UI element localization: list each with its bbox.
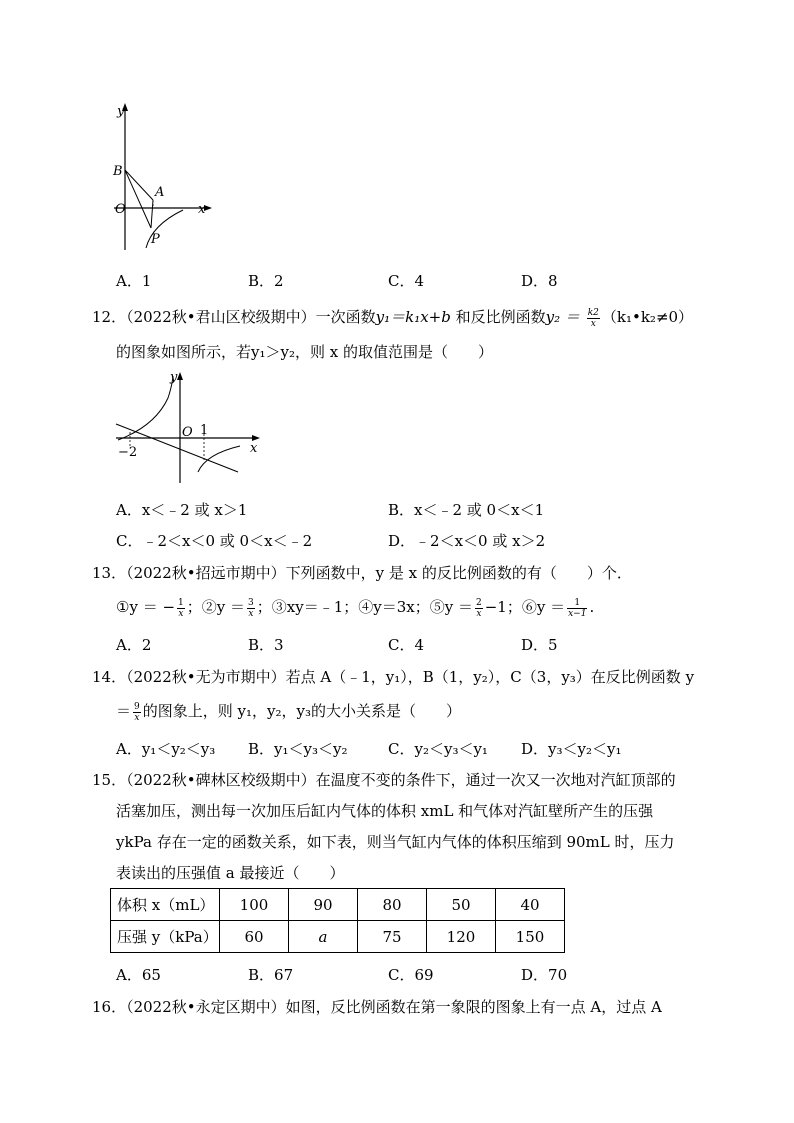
fig12-y-label: y [170,370,178,385]
q14-fraction [133,702,141,723]
q13-f1-suffix: ； [186,598,202,616]
q13-f2-num: 3 [248,597,254,608]
fig11-origin-label: O [115,202,126,217]
q13-f5-den: x [476,608,482,619]
q15-row2-cell: 60 [220,921,289,953]
q13-option-a: A．2 [116,636,152,654]
q12-fraction [587,308,600,329]
q14-line1: 14．（2022秋•无为市期中）若点 A（﹣1，y₁），B（1，y₂），C（3，y₃）在反比例函数 y [92,668,695,686]
q15-line1: 15．（2022秋•碑林区校级期中）在温度不变的条件下，通过一次又一次地对汽缸顶部的 [92,771,676,789]
fig12-one-label: 1 [200,423,209,438]
q13-f1-num: 1 [178,597,184,608]
q15-row2-cell: 120 [427,921,496,953]
q15-row2-cell: 75 [358,921,427,953]
fig11-p-label: P [151,232,160,247]
q15-row2-head: 压强 y（kPa） [111,921,220,953]
fig11-b-label: B [113,164,123,179]
q15-line3: ykPa 存在一定的函数关系，如下表，则当气缸内气体的体积压缩到 90mL 时，压力 [116,833,675,851]
q11-option-c: C．4 [388,272,425,290]
q13-f3-f4: ③xy＝﹣1；④y＝3x； [271,598,430,616]
q11-option-a: A．1 [116,272,152,290]
q12-figure [110,368,270,488]
q13-f1-prefix: ①y ＝ − [116,598,176,616]
q13-f2-fraction [247,598,255,619]
q12-stem-prefix: 12．（2022秋•君山区校级期中）一次函数 [92,308,376,326]
q14-frac-num: 9 [134,701,140,712]
q15-option-a: A．65 [116,966,161,984]
q15-row2-cell: a [289,921,358,953]
q15-line4: 表读出的压强值 a 最接近（ ） [116,864,345,882]
q13-f5-prefix: ⑤y ＝ [429,598,473,616]
fig11-a-label: A [155,185,165,200]
q13-f2-prefix: ②y ＝ [201,598,246,616]
q15-row2-cell: 150 [496,921,565,953]
q13-formulas [116,596,594,619]
q14-option-b: B．y₁＜y₃＜y₂ [248,740,348,758]
q13-option-b: B．3 [248,636,284,654]
q14-equals: ＝ [116,702,132,720]
q15-row1-cell: 50 [427,889,496,921]
q13-f6-prefix: ⑥y ＝ [521,598,566,616]
q13-option-c: C．4 [388,636,425,654]
q12-y1: y₁＝k₁x+b [375,308,451,326]
q14-option-a: A．y₁＜y₂＜y₃ [116,740,216,758]
fig12-origin-label: O [182,425,193,440]
q13-f6-fraction [567,598,587,619]
q14-line2 [116,700,461,723]
q15-option-d: D．70 [521,966,568,984]
q12-option-c: C．﹣2＜x＜0 或 0＜x＜﹣2 [116,532,313,550]
q13-option-d: D．5 [521,636,558,654]
q15-option-b: B．67 [248,966,294,984]
q12-option-a: A．x＜﹣2 或 x＞1 [116,501,248,519]
q13-f5-suffix: −1； [484,598,522,616]
q13-f5-num: 2 [476,597,482,608]
q13-f2-suffix: ； [256,598,272,616]
fig12-x-label: x [250,441,258,456]
q13-f2-den: x [248,608,254,619]
q16-line1: 16．（2022秋•永定区期中）如图，反比例函数在第一象限的图象上有一点 A，过点 A [92,998,662,1016]
q11-figure [108,100,218,255]
q13-f1-den: x [178,608,184,619]
q13-line1: 13．（2022秋•招远市期中）下列函数中，y 是 x 的反比例函数的有（ ）个． [92,564,632,582]
q12-frac-den: x [590,318,596,329]
q15-row1-cell: 90 [289,889,358,921]
q14-option-d: D．y₃＜y₂＜y₁ [521,740,622,758]
q11-option-b: B．2 [248,272,284,290]
q13-f6-den: x−1 [568,608,587,619]
q15-row1-cell: 100 [220,889,289,921]
q13-f1-fraction [177,598,185,619]
table-row [111,921,565,953]
q15-row1-cell: 40 [496,889,565,921]
fig12-minus-two-label: −2 [118,445,138,460]
q12-option-b: B．x＜﹣2 或 0＜x＜1 [388,501,545,519]
fig11-x-label: x [198,202,206,217]
q12-option-d: D．﹣2＜x＜0 或 x＞2 [388,532,546,550]
q15-line2: 活塞加压，测出每一次加压后缸内气体的体积 xmL 和气体对汽缸壁所产生的压强 [116,802,654,820]
q12-stem-tail: （k₁•k₂≠0） [601,308,694,326]
q12-line2: 的图象如图所示，若y₁＞y₂，则 x 的取值范围是（ ） [116,343,493,361]
q12-frac-num: k2 [587,307,599,318]
q13-f6-suffix: . [589,598,595,616]
q13-f5-fraction [475,598,483,619]
q14-option-c: C．y₂＜y₃＜y₁ [388,740,488,758]
q13-f6-num: 1 [567,598,587,609]
q15-option-c: C．69 [388,966,434,984]
q12-y2: y₂ ＝ [545,308,580,326]
q12-stem-mid: 和反比例函数 [455,308,546,326]
fig11-y-label: y [117,104,125,119]
q12-line1 [92,306,693,329]
q14-line2-tail: 的图象上，则 y₁，y₂，y₃的大小关系是（ ） [142,702,461,720]
q15-table [110,888,565,953]
q15-row1-cell: 80 [358,889,427,921]
q14-frac-den: x [134,712,140,723]
table-row [111,889,565,921]
q11-option-d: D．8 [521,272,558,290]
q15-row1-head: 体积 x（mL） [111,889,220,921]
